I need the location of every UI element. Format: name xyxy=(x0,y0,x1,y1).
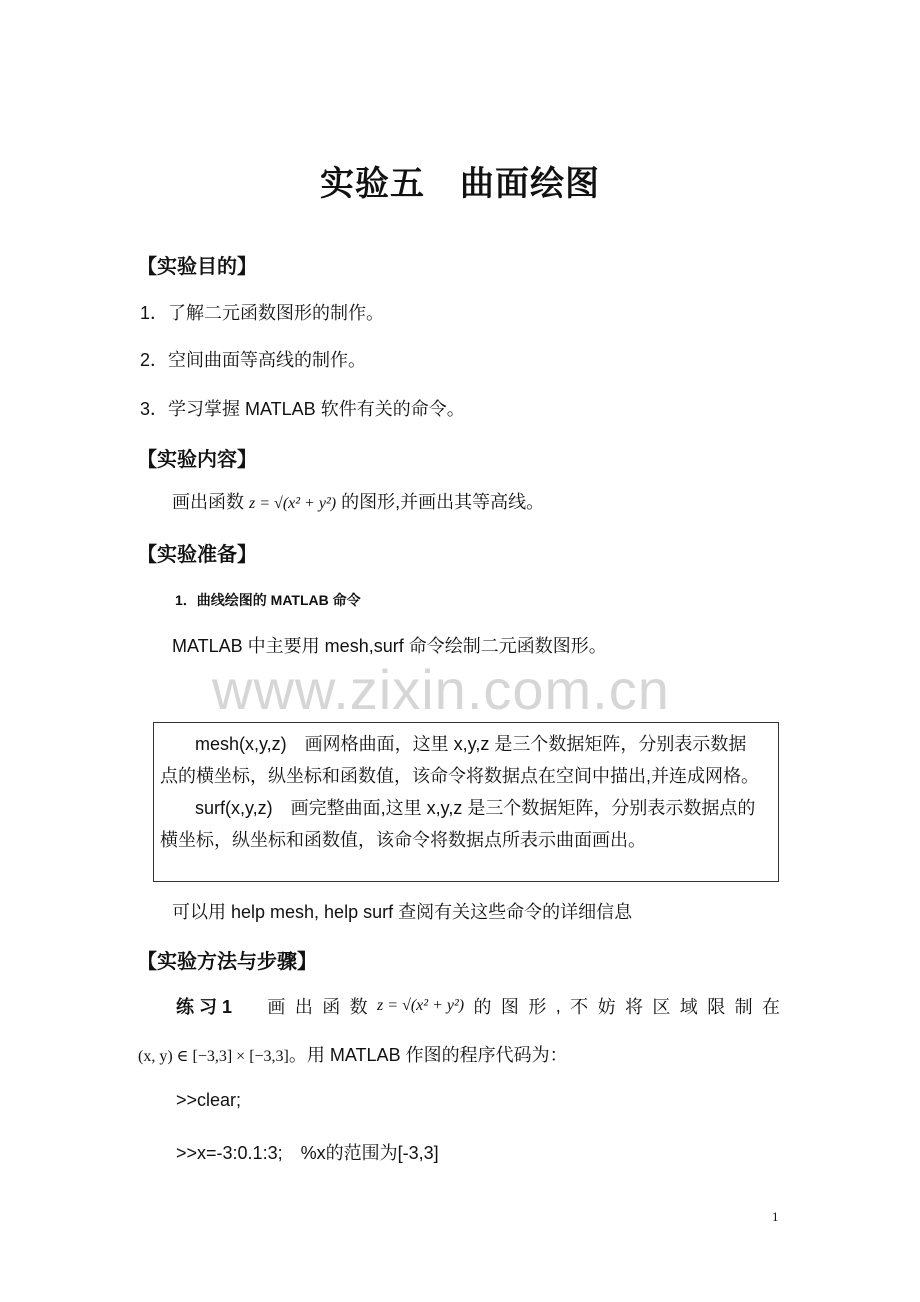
exercise-char: 的 xyxy=(473,997,492,1017)
help-line: 可以用 help mesh, help surf 查阅有关这些命令的详细信息 xyxy=(172,902,633,922)
exercise-char: 妨 xyxy=(597,997,616,1017)
content-post: 的图形,并画出其等高线。 xyxy=(341,492,545,512)
exercise-char: 将 xyxy=(624,997,643,1017)
subheading-matlab-commands: 1．曲线绘图的 MATLAB 命令 xyxy=(175,592,361,608)
heading-purpose: 【实验目的】 xyxy=(137,256,257,278)
purpose-item-3: 3．学习掌握 MATLAB 软件有关的命令。 xyxy=(140,399,465,419)
heading-method: 【实验方法与步骤】 xyxy=(137,951,317,973)
exercise-char: 图 xyxy=(500,997,519,1017)
exercise-char: 限 xyxy=(707,997,726,1017)
exercise-char: 函 xyxy=(322,997,341,1017)
code-line-2: >>x=-3:0.1:3; %x的范围为[-3,3] xyxy=(176,1143,439,1163)
exercise-label: 练 习 1 xyxy=(176,997,233,1017)
box-line-2: 点的横坐标，纵坐标和函数值，该命令将数据点在空间中描出,并连成网格。 xyxy=(160,766,759,786)
box-line-1: mesh(x,y,z) 画网格曲面，这里 x,y,z 是三个数据矩阵，分别表示数据 xyxy=(195,734,747,754)
exercise-char: 数 xyxy=(349,997,368,1017)
code-line-1: >>clear; xyxy=(176,1090,242,1110)
purpose-item-2: 2．空间曲面等高线的制作。 xyxy=(140,350,367,370)
exercise-char: 制 xyxy=(734,997,753,1017)
domain-post: 。用 MATLAB 作图的程序代码为： xyxy=(288,1045,568,1065)
formula-z: z = √(x² + y²) xyxy=(249,495,337,512)
box-line-3: surf(x,y,z) 画完整曲面,这里 x,y,z 是三个数据矩阵，分别表示数据点的 xyxy=(195,798,756,818)
heading-content: 【实验内容】 xyxy=(137,449,257,471)
exercise-char: 在 xyxy=(762,997,780,1017)
heading-prep: 【实验准备】 xyxy=(137,544,257,566)
exercise-1-line xyxy=(176,993,780,1019)
page-number: 1 xyxy=(772,1209,779,1224)
purpose-item-1: 1．了解二元函数图形的制作。 xyxy=(140,303,385,323)
watermark: www.zixin.com.cn xyxy=(212,658,670,721)
exercise-char: 画 xyxy=(267,997,286,1017)
exercise-char: 形 xyxy=(528,997,547,1017)
box-line-4: 横坐标，纵坐标和函数值，该命令将数据点所表示曲面画出。 xyxy=(160,830,646,850)
exercise-char: , xyxy=(555,995,561,1016)
exercise-char: 域 xyxy=(679,997,698,1017)
exercise-char: 区 xyxy=(652,997,671,1017)
domain-formula: (x, y) ∈ [−3,3] × [−3,3] xyxy=(138,1048,289,1065)
exercise-char: 不 xyxy=(570,997,589,1017)
page-title: 实验五 曲面绘图 xyxy=(320,165,600,203)
content-line xyxy=(172,488,544,514)
exercise-formula: z = √(x² + y²) xyxy=(377,997,465,1014)
exercise-char: 出 xyxy=(294,997,313,1017)
content-pre: 画出函数 xyxy=(172,492,244,512)
prep-intro: MATLAB 中主要用 mesh,surf 命令绘制二元函数图形。 xyxy=(172,636,607,656)
domain-line xyxy=(138,1041,568,1067)
